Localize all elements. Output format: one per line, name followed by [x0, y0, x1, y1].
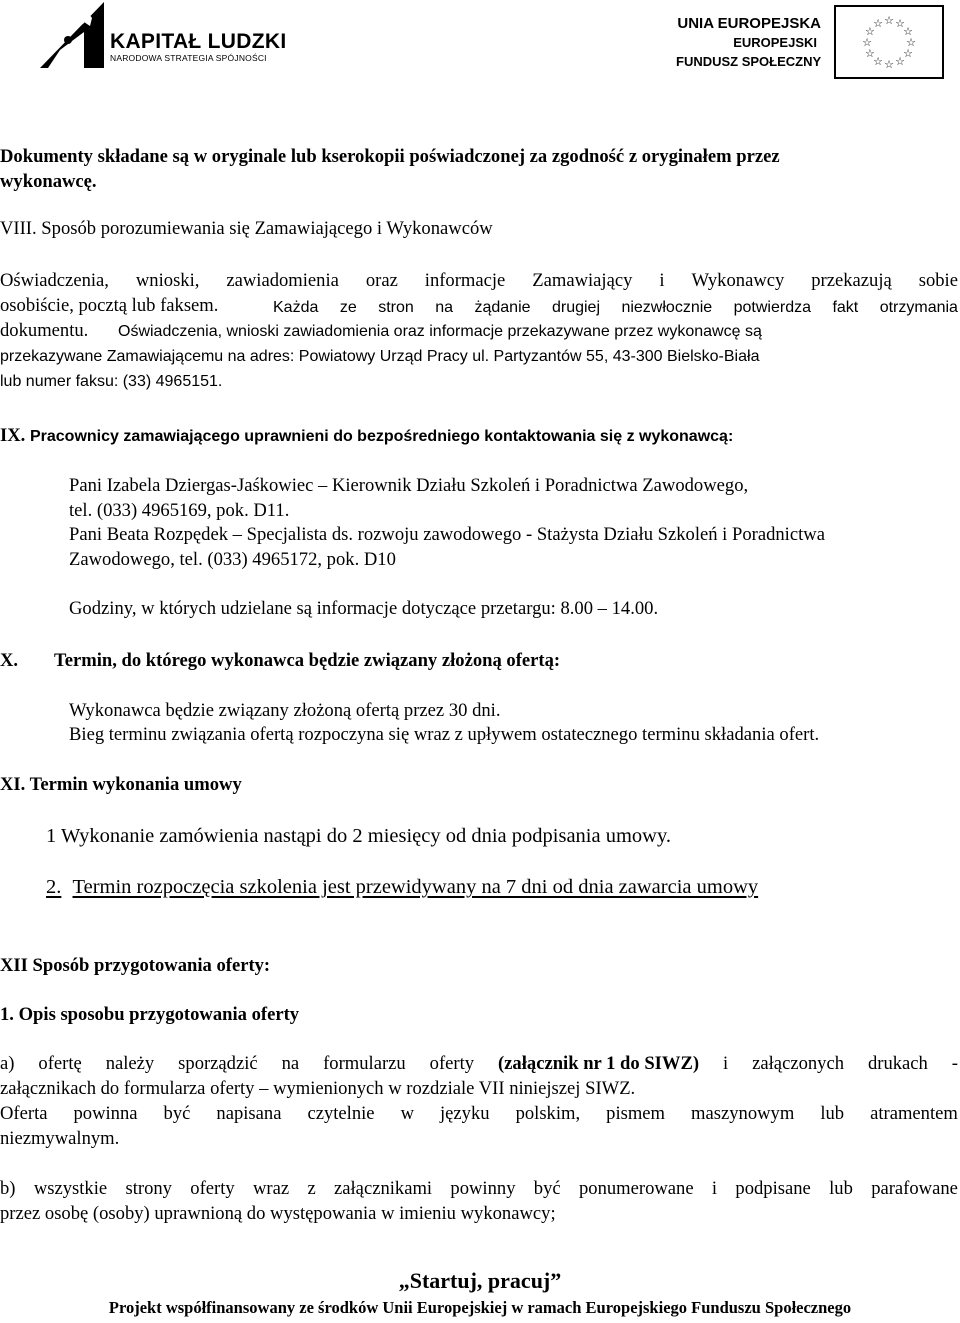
footer-note: Projekt współfinansowany ze środków Unii Europejskiej w ramach Europejskiego Funduszu Społecznego [108, 1298, 852, 1317]
word: Wykonawcy [691, 270, 785, 291]
word: drukach [867, 1053, 928, 1074]
footer-slogan: „Startuj, pracuj” [398, 1268, 562, 1293]
eu-star-icon: ☆ [895, 55, 905, 69]
word: oferty [190, 1178, 235, 1199]
word: zawiadomienia [226, 270, 339, 291]
kapital-ludzki-subtitle: NARODOWA STRATEGIA SPÓJNOŚCI [110, 53, 267, 63]
word: Oferta [0, 1103, 48, 1124]
s8-p1-line-2b [273, 297, 958, 319]
s8-p1-line-1 [0, 270, 958, 292]
word: fakt [832, 299, 859, 316]
word: pismem [606, 1103, 666, 1124]
eu-star-icon: ☆ [873, 16, 883, 30]
word: wnioski, [135, 270, 200, 291]
word: należy [105, 1053, 155, 1074]
word: Każda [273, 299, 319, 316]
word: żądanie [474, 299, 531, 316]
word: formularzu [323, 1053, 406, 1074]
eu-star-icon: ☆ [864, 25, 875, 38]
word: (załącznik nr 1 do SIWZ) [497, 1053, 700, 1074]
word: drugiej [551, 299, 600, 316]
eu-star-icon: ☆ [862, 36, 872, 49]
s11-item-2-text: Termin rozpoczęcia szkolenia jest przewidywany na 7 dni od dnia zawarcia umowy [72, 876, 759, 898]
eu-line-2: EUROPEJSKI [733, 35, 817, 50]
word: lub [829, 1178, 853, 1199]
section-9-title: Pracownicy zamawiającego uprawnieni do bezpośredniego kontaktowania się z wykonawcą: [29, 428, 734, 445]
word: na [435, 299, 454, 316]
eu-star-icon: ☆ [864, 47, 875, 60]
eu-star-icon: ☆ [884, 58, 894, 71]
word: załącznikami [334, 1178, 433, 1199]
word: ponumerowane [578, 1178, 694, 1199]
word: być [533, 1178, 561, 1199]
word: napisana [216, 1103, 282, 1124]
section-11-heading: XI. Termin wykonania umowy [0, 774, 242, 795]
eu-star-icon: ☆ [873, 55, 883, 69]
kapital-ludzki-title: KAPITAŁ LUDZKI [110, 30, 287, 53]
word: informacje [424, 270, 506, 291]
section-10-number: X. [0, 650, 19, 671]
s8-p1-line-2a: osobiście, pocztą lub faksem. [0, 295, 219, 316]
word: potwierdza [733, 299, 811, 316]
s12-subheading: 1. Opis sposobu przygotowania oferty [0, 1004, 300, 1025]
eu-star-icon: ☆ [903, 47, 914, 60]
word: powinna [73, 1103, 138, 1124]
word: czytelnie [307, 1103, 375, 1124]
word: oraz [365, 270, 398, 291]
kapital-ludzki-logo [40, 2, 300, 70]
word: a) [0, 1053, 15, 1074]
section-12-heading: XII Sposób przygotowania oferty: [0, 955, 271, 976]
s8-p1-line-3a: dokumentu. [0, 320, 89, 341]
word: na [281, 1053, 300, 1074]
word: maszynowym [691, 1103, 795, 1124]
word: Zamawiający [532, 270, 633, 291]
section-8-heading: VIII. Sposób porozumiewania się Zamawiającego i Wykonawców [0, 218, 493, 239]
s11-item-2 [46, 875, 758, 899]
word: oferty [429, 1053, 475, 1074]
eu-star-icon: ☆ [906, 36, 916, 49]
s12-b-line-1 [0, 1178, 958, 1200]
word: ze [339, 299, 357, 316]
eu-line-1: UNIA EUROPEJSKA [677, 15, 821, 32]
s12-b-line-2: przez osobę (osoby) uprawnioną do występowania w imieniu wykonawcy; [0, 1203, 556, 1224]
s11-item-1: 1 Wykonanie zamówienia nastąpi do 2 miesięcy od dnia podpisania umowy. [46, 825, 672, 847]
word: sporządzić [178, 1053, 258, 1074]
contact-1-line-1: Pani Izabela Dziergas-Jaśkowiec – Kierownik Działu Szkoleń i Poradnictwa Zawodowego, [69, 475, 749, 496]
s8-p1-line-3b: Oświadczenia, wnioski zawiadomienia oraz informacje przekazywane przez wykonawcę są [118, 323, 762, 340]
contact-2-line-1: Pani Beata Rozpędek – Specjalista ds. rozwoju zawodowego - Stażysta Działu Szkoleń i Poradnictwa [69, 524, 825, 545]
word: niezwłocznie [621, 299, 713, 316]
contact-1-line-2: tel. (033) 4965169, pok. D11. [69, 500, 290, 521]
eu-flag-logo [834, 5, 944, 79]
section-9-heading [0, 425, 733, 448]
word: stron [378, 299, 414, 316]
word: lub [820, 1103, 845, 1124]
word: przekazują [811, 270, 892, 291]
word: załączonych [752, 1053, 845, 1074]
s10-line-1: Wykonawca będzie związany złożoną ofertą przez 30 dni. [69, 700, 501, 721]
eu-star-icon: ☆ [884, 14, 894, 27]
word: parafowane [871, 1178, 958, 1199]
word: sobie [918, 270, 958, 291]
word: b) [0, 1178, 16, 1199]
eu-star-icon: ☆ [895, 16, 905, 30]
word: języku [440, 1103, 490, 1124]
intro-line-1: Dokumenty składane są w oryginale lub kserokopii poświadczonej za zgodność z oryginałem przez [0, 146, 780, 167]
s10-line-2: Bieg terminu związania ofertą rozpoczyna się wraz z upływem ostatecznego terminu składania ofert. [69, 724, 820, 745]
s11-item-2-number: 2. [46, 876, 62, 898]
s12-a-line-4: niezmywalnym. [0, 1128, 120, 1149]
section-9-number: IX. [0, 425, 26, 446]
s12-a-line-2: załącznikach do formularza oferty – wymienionych w rozdziale VII niniejszej SIWZ. [0, 1078, 636, 1099]
word: wszystkie [33, 1178, 108, 1199]
eu-star-icon: ☆ [903, 25, 914, 38]
word: otrzymania [879, 299, 958, 316]
word: ofertę [38, 1053, 82, 1074]
word: i [711, 1178, 718, 1199]
word: powinny [450, 1178, 516, 1199]
s8-p1-line-4: przekazywane Zamawiającemu na adres: Powiatowy Urząd Pracy ul. Partyzantów 55, 43-300 Bielsko-Biała [0, 348, 760, 365]
word: atramentem [870, 1103, 958, 1124]
word: strony [125, 1178, 172, 1199]
word: - [951, 1053, 958, 1074]
word: w [400, 1103, 414, 1124]
intro-line-2: wykonawcę. [0, 171, 97, 192]
eu-line-3: FUNDUSZ SPOŁECZNY [676, 54, 822, 69]
eu-logo-text [676, 14, 821, 71]
kapital-ludzki-emblem-icon [40, 2, 104, 68]
s8-p1-line-5: lub numer faksu: (33) 4965151. [0, 373, 223, 390]
word: z [307, 1178, 316, 1199]
eu-stars-icon [836, 7, 942, 77]
word: wraz [252, 1178, 290, 1199]
contact-hours: Godziny, w których udzielane są informacje dotyczące przetargu: 8.00 – 14.00. [69, 598, 659, 619]
word: podpisane [735, 1178, 811, 1199]
section-10-title: Termin, do którego wykonawca będzie związany złożoną ofertą: [54, 650, 561, 671]
s12-a-line-1 [0, 1053, 958, 1075]
word: Oświadczenia, [0, 270, 109, 291]
word: i [723, 1053, 729, 1074]
contact-2-line-2: Zawodowego, tel. (033) 4965172, pok. D10 [69, 549, 396, 570]
s12-a-line-3 [0, 1103, 958, 1125]
word: polskim, [515, 1103, 581, 1124]
word: i [659, 270, 665, 291]
word: być [163, 1103, 191, 1124]
